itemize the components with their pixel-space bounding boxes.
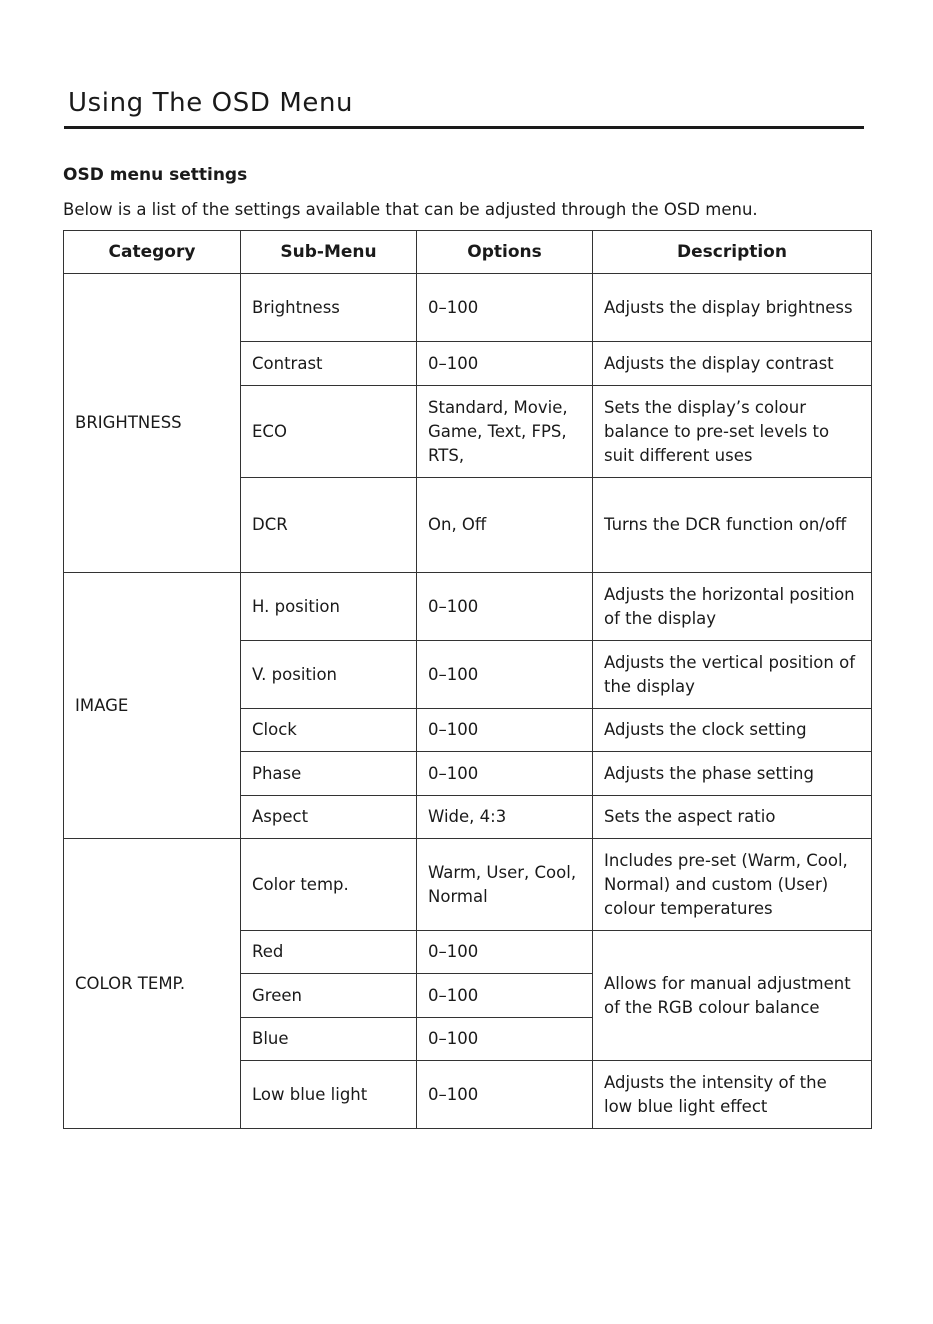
options-cell: Warm, User, Cool, Normal xyxy=(417,839,593,931)
options-cell: 0–100 xyxy=(417,641,593,709)
submenu-cell: Blue xyxy=(241,1018,417,1061)
description-cell: Adjusts the intensity of the low blue light effect xyxy=(593,1061,872,1129)
options-cell: 0–100 xyxy=(417,342,593,386)
submenu-cell: H. position xyxy=(241,573,417,641)
submenu-cell: DCR xyxy=(241,478,417,573)
table-header-row xyxy=(64,231,872,274)
options-cell: 0–100 xyxy=(417,752,593,796)
submenu-cell: ECO xyxy=(241,386,417,478)
category-cell: IMAGE xyxy=(64,573,241,839)
submenu-cell: Phase xyxy=(241,752,417,796)
description-cell: Adjusts the phase setting xyxy=(593,752,872,796)
category-cell: COLOR TEMP. xyxy=(64,839,241,1129)
submenu-cell: Brightness xyxy=(241,274,417,342)
submenu-cell: Green xyxy=(241,974,417,1018)
header-description: Description xyxy=(593,231,872,274)
table-row xyxy=(64,839,872,931)
submenu-cell: V. position xyxy=(241,641,417,709)
table-row xyxy=(64,573,872,641)
submenu-cell: Red xyxy=(241,931,417,974)
description-cell: Includes pre-set (Warm, Cool, Normal) and custom (User) colour temperatures xyxy=(593,839,872,931)
header-options: Options xyxy=(417,231,593,274)
table-row xyxy=(64,274,872,342)
description-cell: Sets the aspect ratio xyxy=(593,796,872,839)
options-cell: 0–100 xyxy=(417,974,593,1018)
title-rule xyxy=(64,126,864,129)
submenu-cell: Contrast xyxy=(241,342,417,386)
description-cell: Allows for manual adjustment of the RGB colour balance xyxy=(593,931,872,1061)
osd-settings-table xyxy=(63,230,872,1129)
options-cell: Standard, Movie, Game, Text, FPS, RTS, xyxy=(417,386,593,478)
options-cell: 0–100 xyxy=(417,274,593,342)
description-cell: Sets the display’s colour balance to pre-set levels to suit different uses xyxy=(593,386,872,478)
header-submenu: Sub-Menu xyxy=(241,231,417,274)
submenu-cell: Low blue light xyxy=(241,1061,417,1129)
options-cell: 0–100 xyxy=(417,709,593,752)
options-cell: Wide, 4:3 xyxy=(417,796,593,839)
description-cell: Turns the DCR function on/off xyxy=(593,478,872,573)
intro-text: Below is a list of the settings available that can be adjusted through the OSD menu. xyxy=(63,200,758,219)
description-cell: Adjusts the vertical position of the display xyxy=(593,641,872,709)
options-cell: 0–100 xyxy=(417,573,593,641)
section-heading: OSD menu settings xyxy=(63,165,248,185)
submenu-cell: Clock xyxy=(241,709,417,752)
category-cell: BRIGHTNESS xyxy=(64,274,241,573)
options-cell: 0–100 xyxy=(417,1018,593,1061)
description-cell: Adjusts the display contrast xyxy=(593,342,872,386)
options-cell: 0–100 xyxy=(417,1061,593,1129)
options-cell: On, Off xyxy=(417,478,593,573)
description-cell: Adjusts the horizontal position of the display xyxy=(593,573,872,641)
page-title: Using The OSD Menu xyxy=(68,88,354,118)
options-cell: 0–100 xyxy=(417,931,593,974)
description-cell: Adjusts the display brightness xyxy=(593,274,872,342)
header-category: Category xyxy=(64,231,241,274)
description-cell: Adjusts the clock setting xyxy=(593,709,872,752)
submenu-cell: Color temp. xyxy=(241,839,417,931)
submenu-cell: Aspect xyxy=(241,796,417,839)
